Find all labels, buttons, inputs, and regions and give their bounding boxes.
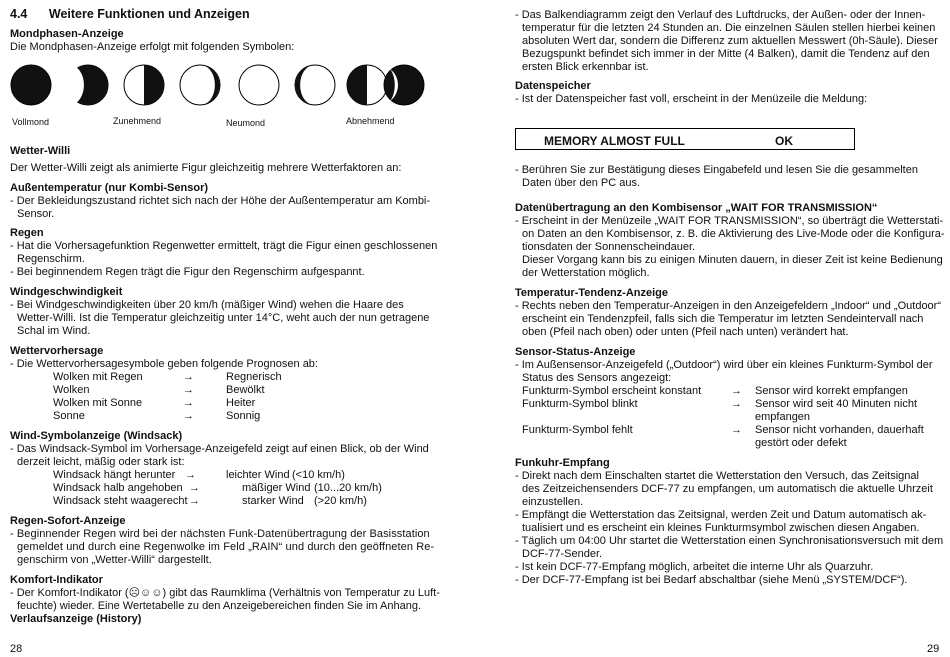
memory-message-text: MEMORY ALMOST FULL <box>544 134 685 148</box>
datenspeicher-heading: Datenspeicher <box>515 80 591 92</box>
datenuebertragung-line1: - Erscheint in der Menüzeile „WAIT FOR TRANSMISSION“, so überträgt die Wetterstati- <box>515 215 944 227</box>
moon-crescent-right-icon <box>180 65 220 105</box>
windsack-range: (10...20 km/h) <box>314 482 382 494</box>
funkuhr-line2: des Zeitzeichensenders DCF-77 zu empfangen, um automatisch die aktuelle Uhrzeit <box>522 483 933 495</box>
moon-new-icon <box>239 65 279 105</box>
arrow-icon: → <box>183 410 194 422</box>
sensor-status-line1: - Im Außensensor-Anzeigefeld („Outdoor“) wird über ein kleines Funkturm-Symbol der <box>515 359 933 371</box>
wind-heading: Windgeschwindigkeit <box>10 286 123 298</box>
windsack-table <box>53 469 382 508</box>
sensor-status-row2-value: Sensor wird seit 40 Minuten nicht <box>755 398 918 410</box>
funkuhr-line8: - Ist kein DCF-77-Empfang möglich, arbeitet die interne Uhr als Quarzuhr. <box>515 561 874 573</box>
sensor-status-line2: Status des Sensors angezeigt: <box>522 372 672 384</box>
regen-sofort-line2: gemeldet und durch eine Regenwolke im Feld „RAIN“ und durch den geöffneten Re- <box>17 541 435 553</box>
datenuebertragung-line4: Dieser Vorgang kann bis zu einigen Minuten dauern, in dieser Zeit ist keine Bedienung <box>522 254 943 266</box>
tendenz-line3: oben (Pfeil nach oben) oder unten (Pfeil nach unten) verändert hat. <box>522 326 849 338</box>
balken-line1: - Das Balkendiagramm zeigt den Verlauf des Luftdrucks, der Außen- oder der Innen- <box>515 9 926 21</box>
windsack-strength: starker Wind <box>242 495 304 507</box>
sensor-status-row3-value: Sensor nicht vorhanden, dauerhaft <box>755 424 924 436</box>
section-title: Weitere Funktionen und Anzeigen <box>48 7 250 21</box>
arrow-icon: → <box>183 371 194 383</box>
regen-sofort-heading: Regen-Sofort-Anzeige <box>10 515 126 527</box>
datenuebertragung-line5: der Wetterstation möglich. <box>522 267 650 279</box>
arrow-icon: → <box>185 469 196 481</box>
windsack-line2: derzeit leicht, mäßig oder stark ist: <box>17 456 185 468</box>
balken-line3: absoluten Wert dar, sondern die Differenz zum aktuellen Messwert (0h-Säule). Dieser <box>522 35 938 47</box>
funkuhr-line1: - Direkt nach dem Einschalten startet die Wetterstation den Versuch, das Zeitsignal <box>515 470 919 482</box>
moon-half-icon <box>124 65 164 105</box>
wetter-willi-text: Der Wetter-Willi zeigt als animierte Figur gleichzeitig mehrere Wetterfaktoren an: <box>10 162 402 174</box>
vorhersage-prognose: Regnerisch <box>226 371 282 383</box>
datenuebertragung-line2: on Daten an den Kombisensor, z. B. die Aktivierung des Live-Mode oder die Konfigura- <box>522 228 945 240</box>
moon-label-neumond: Neumond <box>226 118 266 128</box>
balken-line4: Bezugspunkt befindet sich immer in der Mitte (4 Balken), damit die Tendenz auf den <box>522 48 930 60</box>
beruehren-line2: Daten über den PC aus. <box>522 177 641 189</box>
vorhersage-row <box>53 384 282 397</box>
regen-line3: - Bei beginnendem Regen trägt die Figur den Regenschirm aufgespannt. <box>10 266 365 278</box>
aussentemp-line1: - Der Bekleidungszustand richtet sich nach der Höhe der Außentemperatur am Kombi- <box>10 195 431 207</box>
funkuhr-heading: Funkuhr-Empfang <box>515 457 610 469</box>
windsack-range: (>20 km/h) <box>314 495 367 507</box>
sensor-status-row2-value-cont: empfangen <box>755 411 811 423</box>
verlauf-heading: Verlaufsanzeige (History) <box>10 613 142 625</box>
regen-line2: Regenschirm. <box>17 253 85 265</box>
datenuebertragung-heading: Datenübertragung an den Kombisensor „WAIT FOR TRANSMISSION“ <box>515 202 878 214</box>
windsack-row <box>53 482 382 495</box>
moon-half-left-icon <box>347 65 387 105</box>
moon-waxing-gibbous-icon <box>384 65 424 105</box>
aussentemp-line2: Sensor. <box>17 208 55 220</box>
vorhersage-row <box>53 397 282 410</box>
arrow-icon: → <box>183 384 194 396</box>
moon-label-vollmond: Vollmond <box>12 117 50 127</box>
komfort-line2: feuchte) wieder. Eine Wertetabelle zu den Anzeigebereichen finden Sie im Anhang. <box>17 600 422 612</box>
vorhersage-row <box>53 371 282 384</box>
page-number-right: 29 <box>927 643 940 655</box>
vorhersage-heading: Wettervorhersage <box>10 345 104 357</box>
moon-crescent-left-icon <box>295 65 335 105</box>
datenspeicher-text: - Ist der Datenspeicher fast voll, erscheint in der Menüzeile die Meldung: <box>515 93 868 105</box>
windsack-strength: leichter Wind <box>226 469 290 481</box>
funkuhr-line6: - Täglich um 04:00 Uhr startet die Wetterstation einen Synchronisationsversuch mit dem <box>515 535 944 547</box>
arrow-icon: → <box>189 495 200 507</box>
memory-almost-full-message[interactable] <box>515 128 855 150</box>
vorhersage-symbol: Wolken mit Regen <box>53 371 143 383</box>
regen-line1: - Hat die Vorhersagefunktion Regenwetter ermittelt, trägt die Figur einen geschlossenen <box>10 240 438 252</box>
tendenz-heading: Temperatur-Tendenz-Anzeige <box>515 287 668 299</box>
balken-line2: temperatur für die letzten 24 Stunden an. Die einzelnen Säulen stellen hierbei keinen <box>522 22 936 34</box>
komfort-line1: - Der Komfort-Indikator (☹☺☺) gibt das Raumklima (Verhältnis von Temperatur zu Luft- <box>10 587 440 599</box>
tendenz-line2: erscheint ein Tendenzpfeil, falls sich die Temperatur im letzten Sendeintervall nach <box>522 313 924 325</box>
windsack-state: Windsack steht waagerecht <box>53 495 188 507</box>
moon-phase-symbols <box>10 63 425 111</box>
balken-line5: ersten Blick erkennbar ist. <box>522 61 649 73</box>
vorhersage-table <box>53 371 282 423</box>
funkuhr-line5: tualisiert und es erscheint ein kleines Funkturmsymbol zwischen diesen Angaben. <box>522 522 920 534</box>
wind-line2: Wetter-Willi. Ist die Temperatur gleichzeitig unter 14°C, weht auch der nun getragene <box>17 312 430 324</box>
section-heading <box>10 8 250 21</box>
arrow-icon: → <box>731 398 742 410</box>
wind-line3: Schal im Wind. <box>17 325 91 337</box>
windsack-line1: - Das Windsack-Symbol im Vorhersage-Anzeigefeld zeigt auf einen Blick, ob der Wind <box>10 443 429 455</box>
komfort-heading: Komfort-Indikator <box>10 574 103 586</box>
regen-sofort-line3: genschirm von „Wetter-Willi“ dargestellt. <box>17 554 212 566</box>
funkuhr-line9: - Der DCF-77-Empfang ist bei Bedarf abschaltbar (siehe Menü „SYSTEM/DCF“). <box>515 574 908 586</box>
vorhersage-symbol: Wolken mit Sonne <box>53 397 143 409</box>
moon-label-zunehmend: Zunehmend <box>113 116 162 126</box>
tendenz-line1: - Rechts neben den Temperatur-Anzeigen in den Anzeigefeldern „Indoor“ und „Outdoor“ <box>515 300 942 312</box>
vorhersage-prognose: Bewölkt <box>226 384 265 396</box>
funkuhr-line3: einzustellen. <box>522 496 584 508</box>
sensor-status-row2-label: Funkturm-Symbol blinkt <box>522 398 638 410</box>
sensor-status-row1-label: Funkturm-Symbol erscheint konstant <box>522 385 702 397</box>
windsack-row <box>53 495 382 508</box>
windsack-range: (<10 km/h) <box>292 469 345 481</box>
sensor-status-heading: Sensor-Status-Anzeige <box>515 346 636 358</box>
vorhersage-symbol: Sonne <box>53 410 85 422</box>
vorhersage-text: - Die Wettervorhersagesymbole geben folgende Prognosen ab: <box>10 358 318 370</box>
windsack-state: Windsack halb angehoben <box>53 482 183 494</box>
moon-waning-gibbous-icon <box>65 65 108 105</box>
mondphasen-heading: Mondphasen-Anzeige <box>10 28 124 40</box>
aussentemp-heading: Außentemperatur (nur Kombi-Sensor) <box>10 182 209 194</box>
wind-line1: - Bei Windgeschwindigkeiten über 20 km/h (mäßiger Wind) wehen die Haare des <box>10 299 404 311</box>
arrow-icon: → <box>189 482 200 494</box>
arrow-icon: → <box>731 385 742 397</box>
windsack-strength: mäßiger Wind <box>242 482 311 494</box>
regen-heading: Regen <box>10 227 44 239</box>
beruehren-line1: - Berühren Sie zur Bestätigung dieses Eingabefeld und lesen Sie die gesammelten <box>515 164 918 176</box>
windsack-row <box>53 469 382 482</box>
windsack-heading: Wind-Symbolanzeige (Windsack) <box>10 430 183 442</box>
page-number-left: 28 <box>10 643 23 655</box>
mondphasen-text: Die Mondphasen-Anzeige erfolgt mit folgenden Symbolen: <box>10 41 295 53</box>
funkuhr-line4: - Empfängt die Wetterstation das Zeitsignal, werden Zeit und Datum automatisch ak- <box>515 509 927 521</box>
moon-label-abnehmend: Abnehmend <box>346 116 395 126</box>
wetter-willi-heading: Wetter-Willi <box>10 145 71 157</box>
moon-full-icon <box>11 65 51 105</box>
sensor-status-row1-value: Sensor wird korrekt empfangen <box>755 385 908 397</box>
vorhersage-prognose: Sonnig <box>226 410 261 422</box>
sensor-status-row3-label: Funkturm-Symbol fehlt <box>522 424 633 436</box>
datenuebertragung-line3: tionsdaten der Sonnenscheindauer. <box>522 241 696 253</box>
funkuhr-line7: DCF-77-Sender. <box>522 548 603 560</box>
section-number: 4.4 <box>10 7 28 21</box>
windsack-state: Windsack hängt herunter <box>53 469 176 481</box>
vorhersage-symbol: Wolken <box>53 384 90 396</box>
arrow-icon: → <box>731 424 742 436</box>
arrow-icon: → <box>183 397 194 409</box>
sensor-status-row3-value-cont: gestört oder defekt <box>755 437 847 449</box>
memory-ok-button[interactable]: OK <box>775 134 793 148</box>
vorhersage-row <box>53 410 282 423</box>
regen-sofort-line1: - Beginnender Regen wird bei der nächsten Funk-Datenübertragung der Basisstation <box>10 528 430 540</box>
vorhersage-prognose: Heiter <box>226 397 256 409</box>
